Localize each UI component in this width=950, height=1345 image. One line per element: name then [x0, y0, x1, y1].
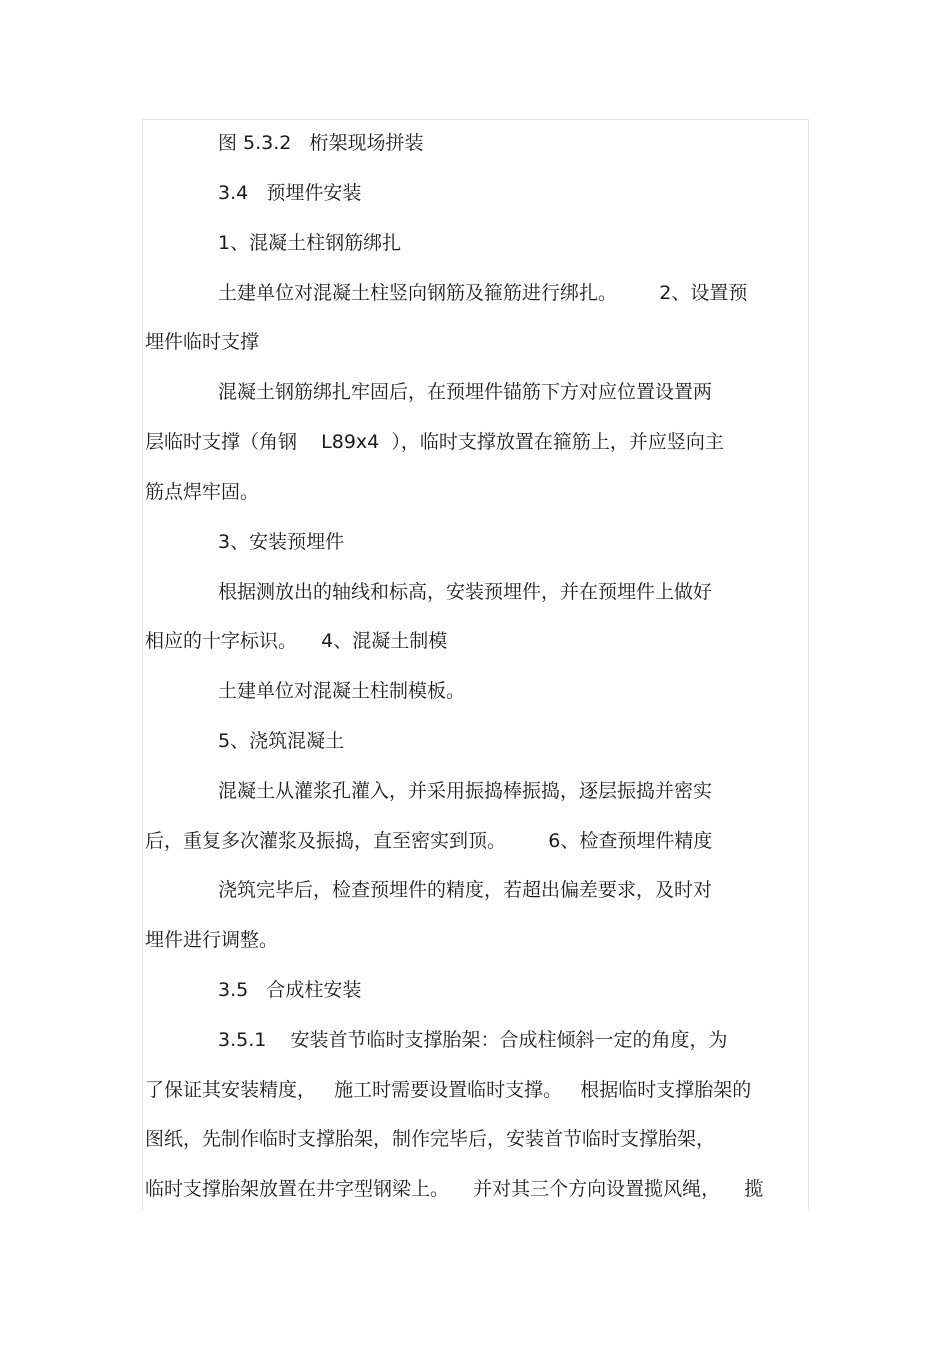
- figure-caption: 图 5.3.2 桁架现场拼装: [218, 132, 424, 154]
- step-heading: 5、浇筑混凝土: [218, 730, 345, 752]
- paragraph-line: 临时支撑胎架放置在井字型钢梁上。 并对其三个方向设置揽风绳， 揽: [145, 1178, 764, 1200]
- paragraph-line: 图纸，先制作临时支撑胎架，制作完毕后，安装首节临时支撑胎架，: [145, 1128, 716, 1150]
- paragraph-line: 混凝土钢筋绑扎牢固后，在预埋件锚筋下方对应位置设置两: [218, 381, 713, 403]
- step-heading: 1、混凝土柱钢筋绑扎: [218, 232, 402, 254]
- step-heading: 3、安装预埋件: [218, 531, 345, 553]
- paragraph-line: 土建单位对混凝土柱制模板。: [218, 680, 466, 702]
- paragraph-line: 浇筑完毕后，检查预埋件的精度，若超出偏差要求，及时对: [218, 879, 713, 901]
- paragraph-line: 混凝土从灌浆孔灌入，并采用振捣棒振捣，逐层振捣并密实: [218, 780, 713, 802]
- paragraph-line: 层临时支撑（角钢 L89x4 ），临时支撑放置在箍筋上，并应竖向主: [145, 431, 724, 453]
- section-heading: 3.4 预埋件安装: [218, 182, 362, 204]
- paragraph-line: 埋件临时支撑: [145, 331, 260, 353]
- paragraph-line: 筋点焊牢固。: [145, 481, 260, 503]
- section-heading: 3.5 合成柱安装: [218, 979, 362, 1001]
- paragraph-line: 根据测放出的轴线和标高，安装预埋件，并在预埋件上做好: [218, 581, 713, 603]
- paragraph-line: 后，重复多次灌浆及振捣，直至密实到顶。 6、检查预埋件精度: [145, 830, 713, 852]
- paragraph-line: 土建单位对混凝土柱竖向钢筋及箍筋进行绑扎。 2、设置预: [218, 282, 748, 304]
- paragraph-line: 埋件进行调整。: [145, 929, 279, 951]
- paragraph-line: 了保证其安装精度， 施工时需要设置临时支撑。 根据临时支撑胎架的: [145, 1079, 752, 1101]
- paragraph-line: 相应的十字标识。 4、混凝土制模: [145, 630, 448, 652]
- document-page: [142, 119, 809, 1210]
- subsection-paragraph: 3.5.1 安装首节临时支撑胎架：合成柱倾斜一定的角度，为: [218, 1029, 728, 1051]
